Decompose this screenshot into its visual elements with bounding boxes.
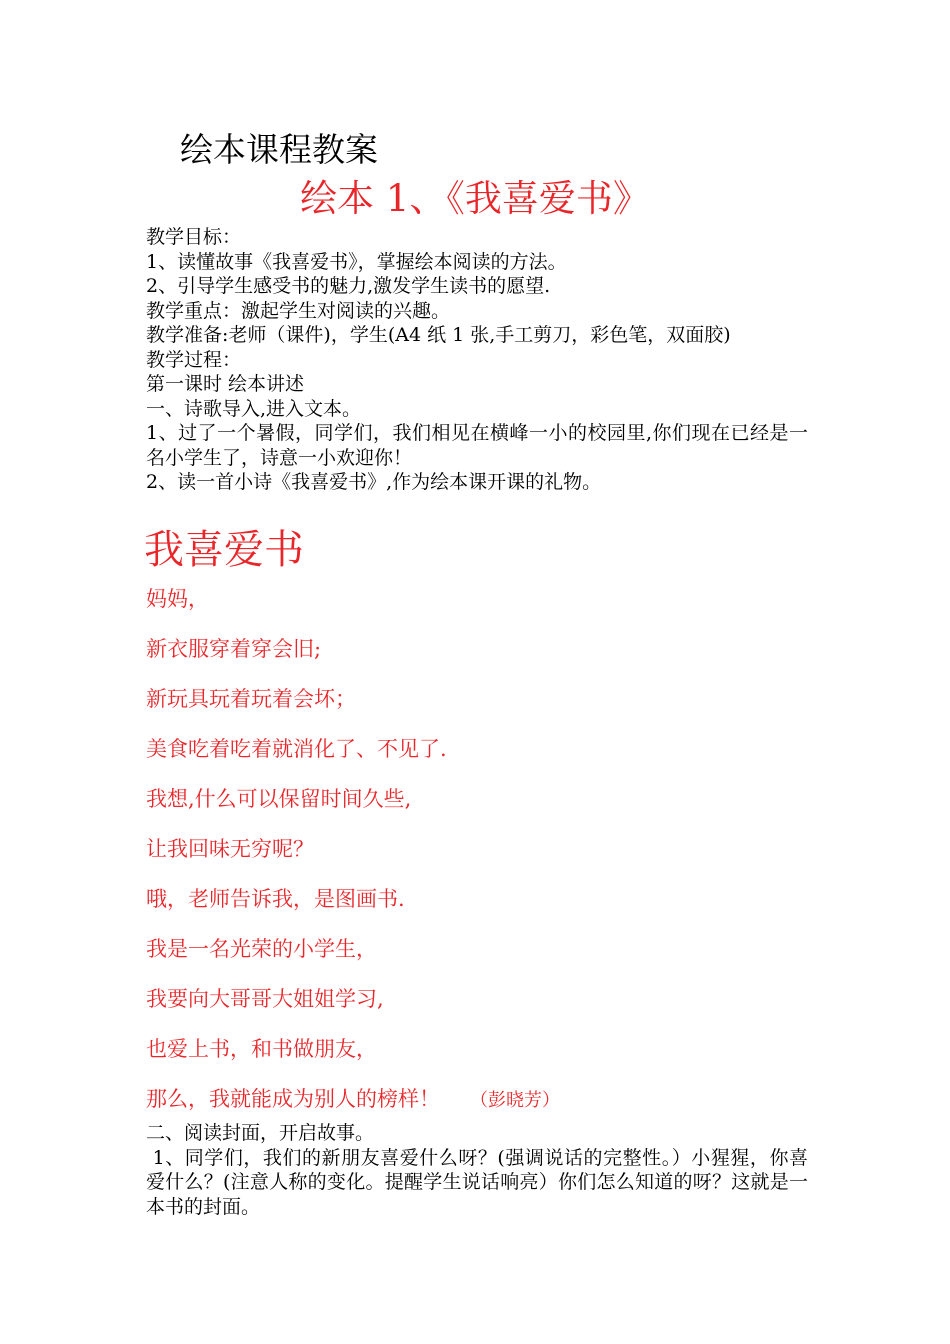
poem-line: 也爱上书，和书做朋友， bbox=[146, 1037, 377, 1061]
poem-author: （彭晓芳） bbox=[470, 1090, 560, 1111]
body-line: 教学目标： bbox=[146, 226, 242, 248]
body-line: 2、读一首小诗《我喜爱书》,作为绘本课开课的礼物。 bbox=[146, 471, 602, 493]
lesson-plan-body bbox=[146, 225, 808, 495]
poem-line: 让我回味无穷呢？ bbox=[146, 837, 314, 861]
poem-title: 我喜爱书 bbox=[144, 527, 304, 573]
lesson-title: 绘本 1、《我喜爱书》 bbox=[300, 177, 650, 220]
lesson-plan-continuation bbox=[146, 1121, 808, 1219]
body-line: 一、诗歌导入,进入文本。 bbox=[146, 397, 362, 420]
body-line: 1、同学们，我们的新朋友喜爱什么呀？(强调说话的完整性。）小猩猩，你喜爱什么？(注意人称的变化。提醒学生说话响亮）你们怎么知道的呀？这就是一本书的封面。 bbox=[146, 1146, 808, 1218]
poem-line: 哦，老师告诉我，是图画书. bbox=[146, 887, 405, 911]
poem-line: 我想,什么可以保留时间久些, bbox=[146, 787, 412, 811]
body-line: 二、阅读封面，开启故事。 bbox=[146, 1122, 375, 1144]
body-line: 1、读懂故事《我喜爱书》，掌握绘本阅读的方法。 bbox=[146, 250, 567, 273]
poem-line: 新玩具玩着玩着会坏； bbox=[146, 687, 356, 711]
body-line: 2、引导学生感受书的魅力,激发学生读书的愿望. bbox=[146, 275, 551, 297]
poem-line: 我是一名光荣的小学生， bbox=[146, 937, 377, 961]
body-line: 教学重点：激起学生对阅读的兴趣。 bbox=[146, 299, 451, 322]
poem-line: 我要向大哥哥大姐姐学习, bbox=[146, 987, 384, 1011]
body-line: 教学准备:老师（课件)，学生(A4 纸 1 张,手工剪刀，彩色笔，双面胶) bbox=[146, 324, 731, 346]
body-line: 1、过了一个暑假，同学们，我们相见在横峰一小的校园里,你们现在已经是一名小学生了，诗意一小欢迎你！ bbox=[146, 422, 808, 469]
poem-line: 美食吃着吃着就消化了、不见了. bbox=[146, 737, 447, 761]
body-line: 第一课时 绘本讲述 bbox=[146, 373, 305, 395]
poem-line: 那么，我就能成为别人的榜样！ bbox=[146, 1087, 440, 1111]
poem-line: 新衣服穿着穿会旧; bbox=[146, 637, 322, 661]
document-title: 绘本课程教案 bbox=[180, 130, 378, 169]
poem-body bbox=[146, 584, 560, 1134]
body-line: 教学过程： bbox=[146, 348, 242, 371]
poem-line: 妈妈， bbox=[146, 587, 209, 611]
